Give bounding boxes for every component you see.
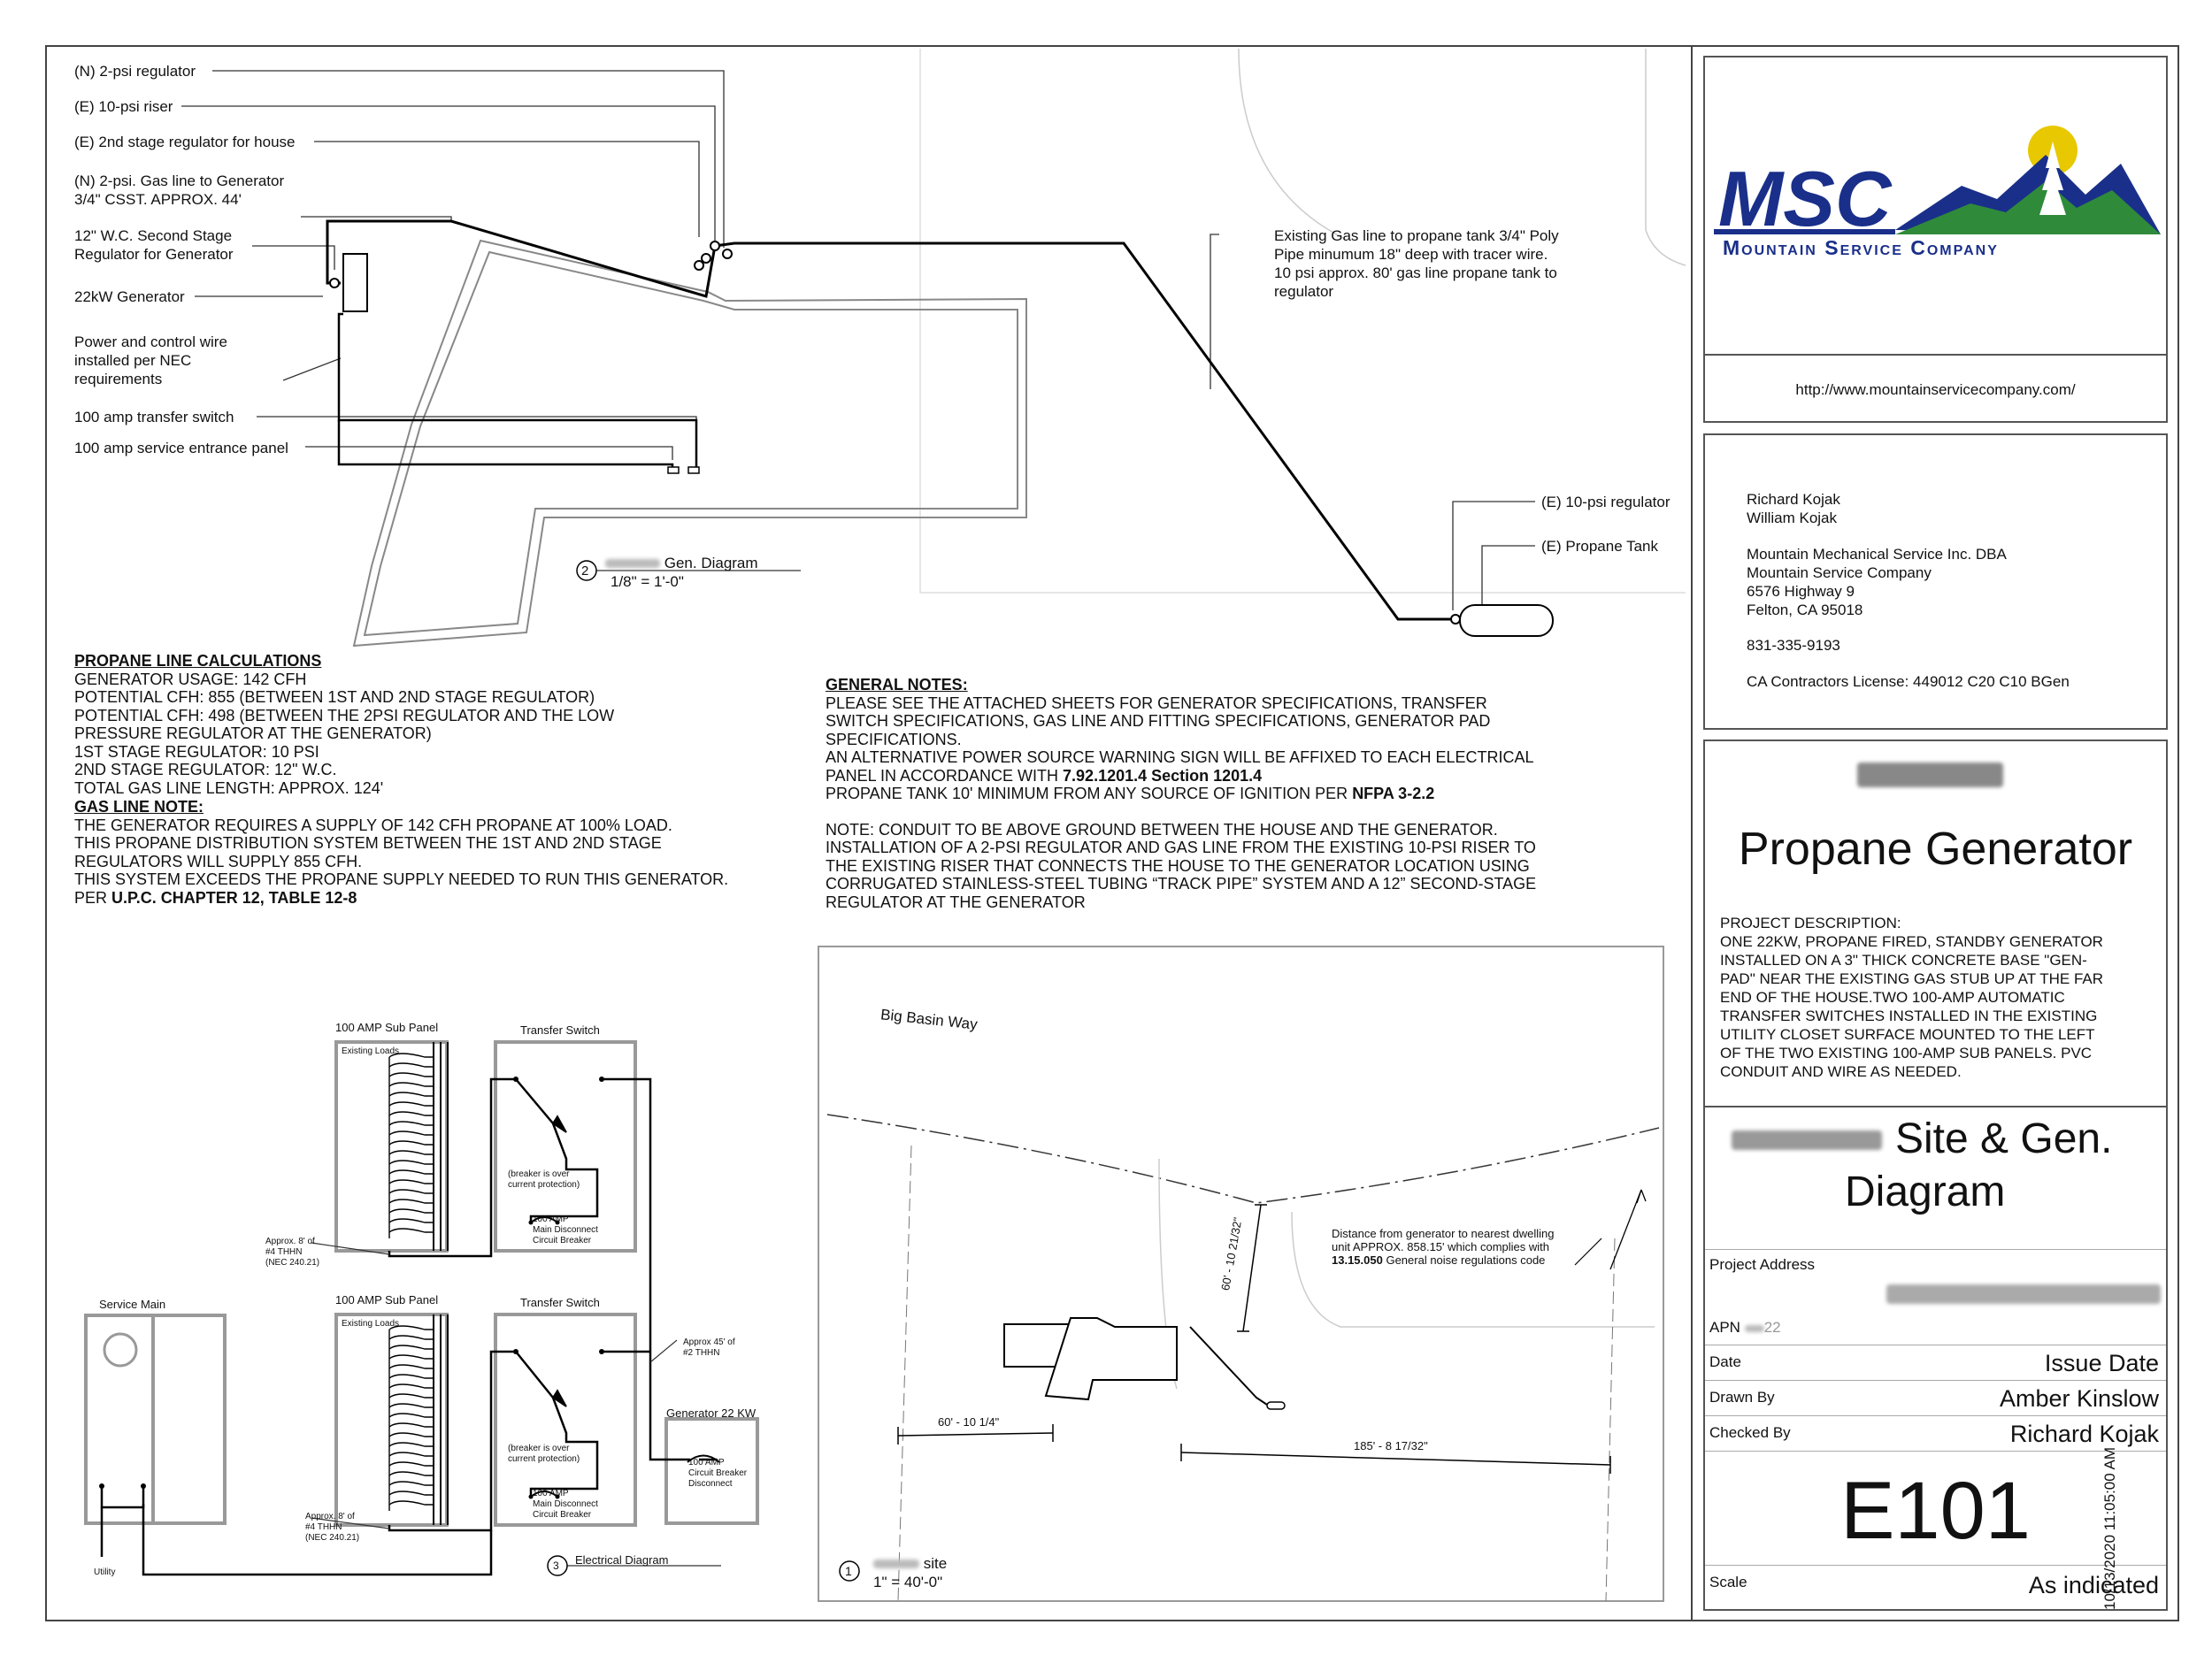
gas-line: THE GENERATOR REQUIRES A SUPPLY OF 142 CFH PROPANE AT 100% LOAD. [74, 816, 672, 834]
sheet-title-2: Diagram [1845, 1169, 2006, 1215]
logo-letters: MSC [1718, 155, 1892, 242]
label-requirements: requirements [74, 371, 163, 387]
calc-line: PRESSURE REGULATOR AT THE GENERATOR) [74, 724, 432, 742]
electrical-diagram-number: 3 [553, 1560, 559, 1572]
dim-left: 60' - 10 1/4" [938, 1415, 1000, 1429]
existing-gas-note-2: Pipe minumum 18" deep with tracer wire. [1274, 246, 1548, 263]
company-name: Mountain Service Company [1723, 236, 1999, 259]
checked-by-label: Checked By [1709, 1424, 1791, 1441]
general-line: SWITCH SPECIFICATIONS, GAS LINE AND FITTING SPECIFICATIONS, GENERATOR PAD [826, 712, 1491, 730]
project-description: PROJECT DESCRIPTION: ONE 22KW, PROPANE FIRED, STANDBY GENERATOR INSTALLED ON A 3" THICK CONCRETE BASE "GEN- PAD" NEAR THE EXISTING GAS STUB UP AT THE FAR END OF THE HOUSE.TWO 100-AMP AUTOMATIC TRANSFER SWITCHES INSTALLED IN THE EXISTING UTILITY CLOSET SURFACE MOUNTED TO THE LEFT OF THE TWO EXISTING 100-AMP SUB PANELS. PVC CONDUIT AND WIRE AS NEEDED. [1720, 915, 2104, 1080]
date-label: Date [1709, 1353, 1741, 1370]
gen-diagram-number: 2 [581, 563, 589, 579]
label-gas-line-gen: (N) 2-psi. Gas line to Generator [74, 172, 285, 189]
sub-panel-2-label: 100 AMP Sub Panel [335, 1293, 439, 1307]
general-line: SPECIFICATIONS. [826, 730, 962, 748]
sheet-info-panel [1703, 740, 2168, 1611]
label-reg-for-gen: Regulator for Generator [74, 246, 234, 263]
site-scale: 1" = 40'-0" [873, 1574, 943, 1590]
person-2: William Kojak [1747, 510, 1838, 526]
site-number: 1 [845, 1564, 852, 1578]
sheet-number: E101 [1840, 1466, 2031, 1556]
road-label: Big Basin Way [879, 1006, 979, 1033]
label-2psi-regulator: (N) 2-psi regulator [74, 63, 196, 80]
general-note-line: NOTE: CONDUIT TO BE ABOVE GROUND BETWEEN THE HOUSE AND THE GENERATOR. [826, 820, 1498, 839]
gas-line-per: PER U.P.C. CHAPTER 12, TABLE 12-8 [74, 888, 357, 907]
transfer-switch-2-label: Transfer Switch [520, 1296, 600, 1309]
general-line: PLEASE SEE THE ATTACHED SHEETS FOR GENERATOR SPECIFICATIONS, TRANSFER [826, 694, 1487, 712]
calc-heading: PROPANE LINE CALCULATIONS [74, 652, 322, 670]
generator-label: Generator 22 KW [666, 1406, 757, 1420]
drawn-by-label: Drawn By [1709, 1389, 1775, 1406]
general-line: AN ALTERNATIVE POWER SOURCE WARNING SIGN WILL BE AFFIXED TO EACH ELECTRICAL [826, 748, 1534, 766]
general-line: PANEL IN ACCORDANCE WITH 7.92.1201.4 Section 1201.4 [826, 766, 1263, 785]
label-power-wire: Power and control wire [74, 333, 227, 350]
address-1: Mountain Mechanical Service Inc. DBA [1747, 546, 2007, 563]
address-3: 6576 Highway 9 [1747, 583, 1855, 600]
general-note-line: THE EXISTING RISER THAT CONNECTS THE HOUSE TO THE GENERATOR LOCATION USING [826, 856, 1530, 875]
msc-logo [1705, 57, 2166, 354]
wire-note-3: Approx 45' of #2 THHN [683, 1337, 735, 1358]
scale-value: As indicated [2028, 1572, 2159, 1598]
phone: 831-335-9193 [1747, 637, 1840, 654]
project-address-label: Project Address [1709, 1256, 1816, 1273]
project-title: Propane Generator [1738, 824, 2133, 875]
existing-loads-2: Existing Loads [342, 1319, 400, 1329]
breaker-note-1: (breaker is over current protection) [508, 1169, 580, 1190]
distance-note: Distance from generator to nearest dwelling unit APPROX. 858.15' which complies with 13.15.050 General noise regulations code [1332, 1227, 1555, 1267]
address-2: Mountain Service Company [1747, 564, 1932, 581]
calc-line: POTENTIAL CFH: 855 (BETWEEN 1ST AND 2ND STAGE REGULATOR) [74, 688, 595, 706]
label-2nd-stage-reg: (E) 2nd stage regulator for house [74, 134, 296, 150]
calc-line: TOTAL GAS LINE LENGTH: APPROX. 124' [74, 778, 384, 797]
label-10psi-regulator: (E) 10-psi regulator [1541, 494, 1671, 510]
contractor-panel [1703, 433, 2168, 730]
electrical-diagram-title: Electrical Diagram [575, 1553, 669, 1567]
address-4: Felton, CA 95018 [1747, 602, 1863, 618]
logo-panel [1703, 56, 2168, 423]
gen-diagram-title: Gen. Diagram [605, 554, 758, 572]
label-12wc: 12" W.C. Second Stage [74, 227, 233, 244]
calc-line: POTENTIAL CFH: 498 (BETWEEN THE 2PSI REGULATOR AND THE LOW [74, 706, 615, 724]
existing-loads-1: Existing Loads [342, 1046, 400, 1056]
breaker-note-2: (breaker is over current protection) [508, 1444, 580, 1464]
label-service-panel: 100 amp service entrance panel [74, 440, 288, 456]
transfer-switch-1-label: Transfer Switch [520, 1023, 600, 1037]
label-transfer-switch: 100 amp transfer switch [74, 409, 234, 425]
general-note-line: CORRUGATED STAINLESS-STEEL TUBING “TRACK PIPE” SYSTEM AND A 12” SECOND-STAGE [826, 875, 1537, 893]
dim-right: 185' - 8 17/32" [1354, 1439, 1428, 1452]
site-title: site [873, 1554, 947, 1573]
gas-line: THIS PROPANE DISTRIBUTION SYSTEM BETWEEN THE 1ST AND 2ND STAGE [74, 834, 662, 852]
gen-disc-label: 100 AMP Circuit Breaker Disconnect [688, 1458, 748, 1489]
gas-line: REGULATORS WILL SUPPLY 855 CFH. [74, 852, 363, 870]
print-timestamp: 10/13/2020 11:05:00 AM [2101, 1446, 2118, 1610]
sheet-title-1: Site & Gen. [1895, 1115, 2113, 1162]
company-url[interactable]: http://www.mountainservicecompany.com/ [1795, 381, 2076, 398]
general-heading: GENERAL NOTES: [826, 676, 968, 694]
dim-vertical: 60' - 10 21/32" [1218, 1215, 1245, 1292]
license: CA Contractors License: 449012 C20 C10 BGen [1747, 673, 2070, 690]
label-10psi-riser: (E) 10-psi riser [74, 98, 173, 115]
label-csst: 3/4" CSST. APPROX. 44' [74, 191, 242, 208]
wire-note-1: Approx. 8' of #4 THHN (NEC 240.21) [265, 1237, 320, 1268]
utility-label: Utility [94, 1567, 116, 1577]
checked-by-value: Richard Kojak [2009, 1421, 2159, 1447]
sub-panel-1-label: 100 AMP Sub Panel [335, 1021, 439, 1034]
calc-line: 2ND STAGE REGULATOR: 12" W.C. [74, 761, 337, 778]
main-disc-2: 100 AMP Main Disconnect Circuit Breaker [533, 1489, 598, 1520]
wire-note-2: Approx. 8' of #4 THHN (NEC 240.21) [305, 1512, 360, 1543]
person-1: Richard Kojak [1747, 491, 1840, 508]
label-propane-tank: (E) Propane Tank [1541, 538, 1658, 555]
existing-gas-note-1: Existing Gas line to propane tank 3/4" Poly [1274, 227, 1559, 244]
apn-label: APN 22 [1709, 1319, 1781, 1336]
scale-label: Scale [1709, 1574, 1747, 1590]
gas-line-heading: GAS LINE NOTE: [74, 798, 204, 816]
main-disc-1: 100 AMP Main Disconnect Circuit Breaker [533, 1215, 598, 1245]
general-note-line: INSTALLATION OF A 2-PSI REGULATOR AND GAS LINE FROM THE EXISTING 10-PSI RISER TO [826, 839, 1536, 856]
label-22kw-generator: 22kW Generator [74, 288, 185, 305]
calc-line: GENERATOR USAGE: 142 CFH [74, 670, 307, 688]
drawn-by-value: Amber Kinslow [1999, 1385, 2159, 1412]
general-note-line: REGULATOR AT THE GENERATOR [826, 893, 1086, 911]
calc-line: 1ST STAGE REGULATOR: 10 PSI [74, 742, 319, 761]
service-main-label: Service Main [99, 1298, 166, 1311]
label-nec: installed per NEC [74, 352, 192, 369]
date-value: Issue Date [2044, 1350, 2159, 1376]
general-line: PROPANE TANK 10' MINIMUM FROM ANY SOURCE OF IGNITION PER NFPA 3-2.2 [826, 785, 1435, 802]
gas-line: THIS SYSTEM EXCEEDS THE PROPANE SUPPLY NEEDED TO RUN THIS GENERATOR. [74, 870, 729, 888]
gen-diagram-scale: 1/8" = 1'-0" [611, 573, 684, 590]
existing-gas-note-4: regulator [1274, 283, 1334, 300]
existing-gas-note-3: 10 psi approx. 80' gas line propane tank to [1274, 264, 1557, 281]
